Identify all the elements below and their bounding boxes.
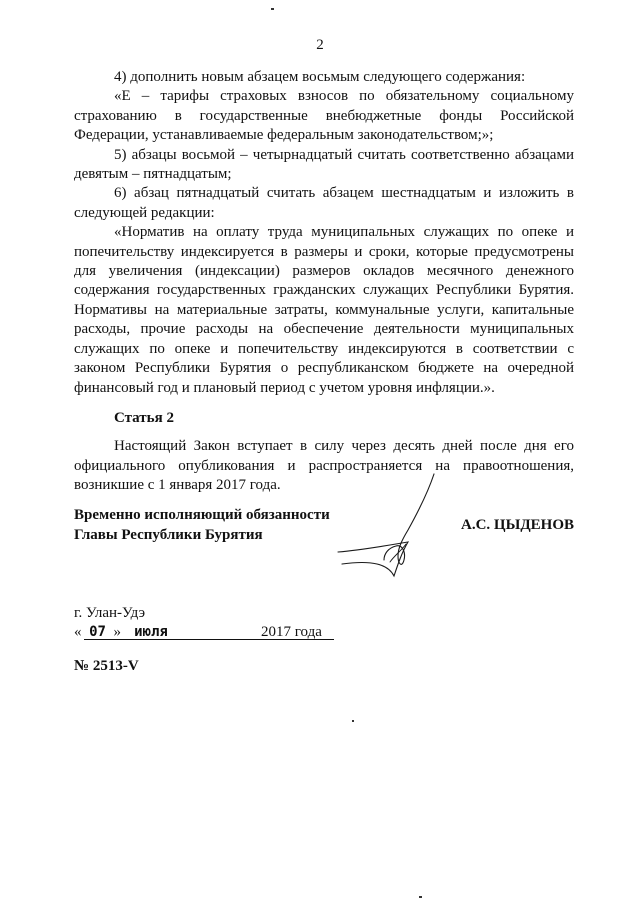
signatory-title-line-1: Временно исполняющий обязанности [74,507,330,523]
handwritten-signature [332,472,472,582]
date-close-quote: » [113,624,121,640]
date-month: июля [134,624,168,640]
date-year: 2017 года [261,624,322,640]
page-number: 2 [316,37,324,53]
document-body [74,68,574,496]
place-and-date [74,604,322,642]
date-open-quote: « [74,624,82,640]
date-underline [84,639,334,640]
paragraph-normative-text: «Норматив на оплату труда муниципальных служащих по опеке и попечительству индексируется в размеры и сроки, которые предусмотрены для увеличения (индексации) размеров окладов месячного денежного содержания государственных гражданских служащих Республики Бурятия. Нормативы на материальные затраты, коммунальные услуги, капитальные расходы, прочие расходы на обеспечение деятельности муниципальных служащих по опеке и попечительству индексируются в соответствии с законом Республики Бурятия о республиканском бюджете на очередной финансовый год и плановый период с учетом уровня инфляции.». [74,224,574,396]
signatory-name: А.С. ЦЫДЕНОВ [461,517,574,533]
scan-speck [352,720,354,722]
signatory-title-line-2: Главы Республики Бурятия [74,527,263,543]
article-text: Настоящий Закон вступает в силу через десять дней после дня его официального опубликования и распространяется на правоотношения, возникшие с 1 января 2017 года. [74,438,574,494]
article-heading: Статья 2 [114,409,174,426]
date-day: 07 [89,624,106,640]
law-number: № 2513-V [74,658,139,674]
paragraph-item-6: 6) абзац пятнадцатый считать абзацем шестнадцатым и изложить в следующей редакции: [74,185,574,221]
scan-speck [271,8,274,10]
place-of-signing: г. Улан-Удэ [74,605,146,621]
signatory-title [74,505,330,545]
scan-speck [419,896,422,898]
paragraph-new-abzac-text: «Е – тарифы страховых взносов по обязательному социальному страхованию в государственные внебюджетные фонды Российской Федерации, устанавливаемые федеральным законодательством;»; [74,88,574,144]
signing-date [74,623,322,642]
paragraph-item-5: 5) абзацы восьмой – четырнадцатый считать соответственно абзацами девятым – пятнадцатым; [74,146,574,183]
signature-block [74,500,574,590]
paragraph-item-4: 4) дополнить новым абзацем восьмым следующего содержания: [114,69,526,85]
